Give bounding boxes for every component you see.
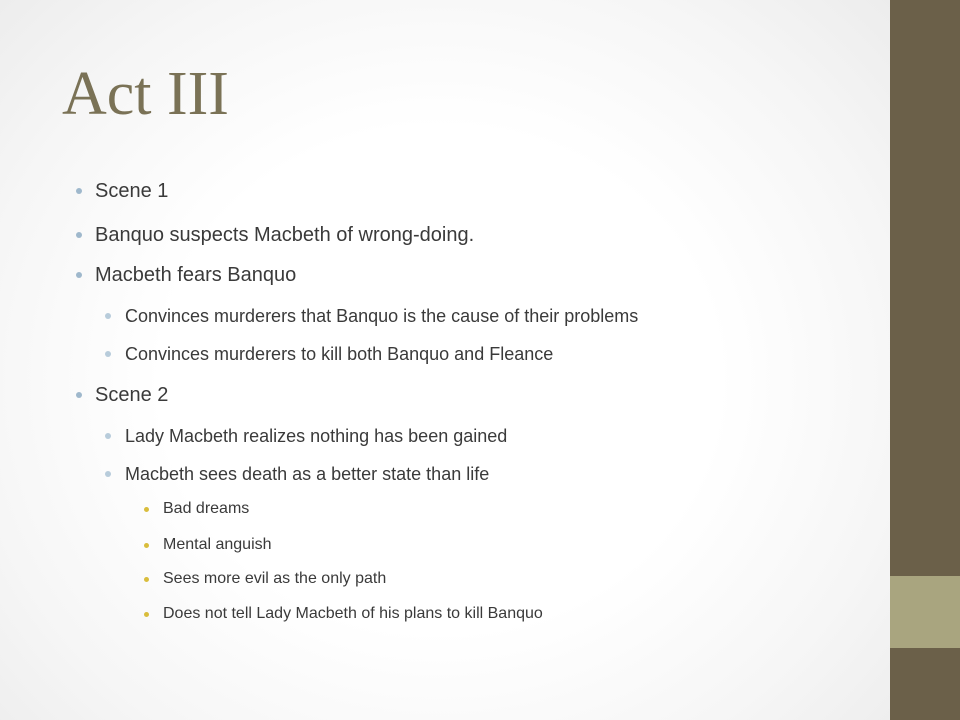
bullet-dot-icon — [105, 471, 111, 477]
bullet-text: Mental anguish — [163, 536, 272, 553]
bullet-dot-icon — [105, 313, 111, 319]
sub-bullet-item — [125, 462, 489, 486]
sub-sub-bullet-item — [163, 603, 543, 625]
bullet-item — [95, 382, 168, 408]
bullet-item — [95, 178, 168, 204]
sidebar-band-light — [890, 576, 960, 648]
bullet-text: Bad dreams — [163, 500, 250, 517]
bullet-text: Banquo suspects Macbeth of wrong-doing. — [95, 224, 475, 246]
bullet-dot-icon — [144, 507, 149, 512]
bullet-text: Convinces murderers that Banquo is the cause of their problems — [125, 306, 639, 326]
bullet-dot-icon — [76, 392, 82, 398]
slide-title: Act III — [62, 60, 229, 128]
sidebar-band-dark — [890, 0, 960, 576]
sub-sub-bullet-item — [163, 534, 272, 556]
sub-bullet-item — [125, 304, 638, 328]
bullet-dot-icon — [105, 433, 111, 439]
sub-sub-bullet-item — [163, 568, 386, 590]
bullet-text: Sees more evil as the only path — [163, 570, 387, 587]
bullet-dot-icon — [144, 543, 149, 548]
sidebar-band-dark — [890, 648, 960, 720]
bullet-dot-icon — [76, 188, 82, 194]
bullet-text: Scene 2 — [95, 384, 169, 406]
bullet-text: Convinces murderers to kill both Banquo and Fleance — [125, 344, 554, 364]
bullet-dot-icon — [76, 232, 82, 238]
sub-bullet-item — [125, 424, 507, 448]
bullet-item — [95, 222, 474, 248]
bullet-dot-icon — [144, 612, 149, 617]
sub-sub-bullet-item — [163, 498, 249, 520]
bullet-text: Lady Macbeth realizes nothing has been gained — [125, 426, 508, 446]
bullet-dot-icon — [144, 577, 149, 582]
bullet-dot-icon — [105, 351, 111, 357]
bullet-text: Macbeth sees death as a better state than life — [125, 464, 490, 484]
bullet-dot-icon — [76, 272, 82, 278]
bullet-item — [95, 262, 296, 288]
sub-bullet-item — [125, 342, 553, 366]
bullet-text: Scene 1 — [95, 180, 169, 202]
bullet-text: Macbeth fears Banquo — [95, 264, 297, 286]
decorative-sidebar — [890, 0, 960, 720]
bullet-text: Does not tell Lady Macbeth of his plans to kill Banquo — [163, 605, 543, 622]
